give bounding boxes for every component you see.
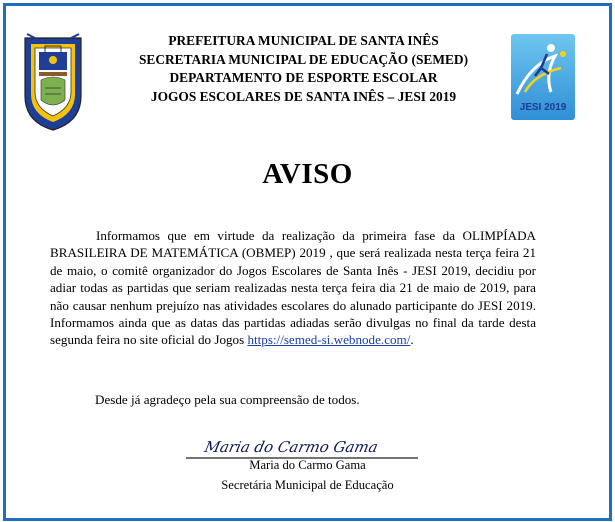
page-title: AVISO — [262, 158, 353, 190]
svg-text:Maria do Carmo Gama: Maria do Carmo Gama — [202, 438, 380, 456]
notice-paragraph — [50, 227, 536, 349]
signatory-role: Secretária Municipal de Educação — [221, 478, 394, 492]
signatory-name: Maria do Carmo Gama — [249, 458, 366, 472]
closing-text: Desde já agradeço pela sua compreensão de todos. — [95, 392, 360, 407]
notice-body-end: . — [410, 332, 414, 348]
notice-body-text: Informamos que em virtude da realização da primeira fase da OLIMPÍADA BRASILEIRA DE MATEMÁTICA (OBMEP) 2019 , que será realizada nesta terça feira 21 de maio, o comitê organizador do Jogos Escolares de Santa Inês - JESI 2019, decidiu por adiar todas as partidas que seriam realizadas nesta terça feira dia 21 de maio de 2019, para não causar nenhum prejuízo nas atividades escolares do alunado participante do JESI 2019. Informamos ainda que as datas das partidas adiadas serão divulgas no final da tarde desta segunda feira no site oficial do Jogos — [50, 228, 536, 348]
header-line-secretaria: SECRETARIA MUNICIPAL DE EDUCAÇÃO (SEMED) — [138, 51, 469, 67]
letterhead — [96, 32, 511, 106]
official-site-link[interactable]: https://semed-si.webnode.com/ — [247, 332, 411, 348]
header-line-jogos: JOGOS ESCOLARES DE SANTA INÊS – JESI 2019 — [150, 88, 457, 104]
header-line-departamento: DEPARTAMENTO DE ESPORTE ESCOLAR — [169, 70, 438, 85]
header-line-prefeitura: PREFEITURA MUNICIPAL DE SANTA INÊS — [168, 33, 439, 48]
jesi-2019-logo — [511, 34, 575, 120]
jesi-logo-text: JESI 2019 — [519, 102, 567, 113]
municipal-crest-logo — [23, 30, 83, 132]
document-page — [3, 3, 612, 521]
